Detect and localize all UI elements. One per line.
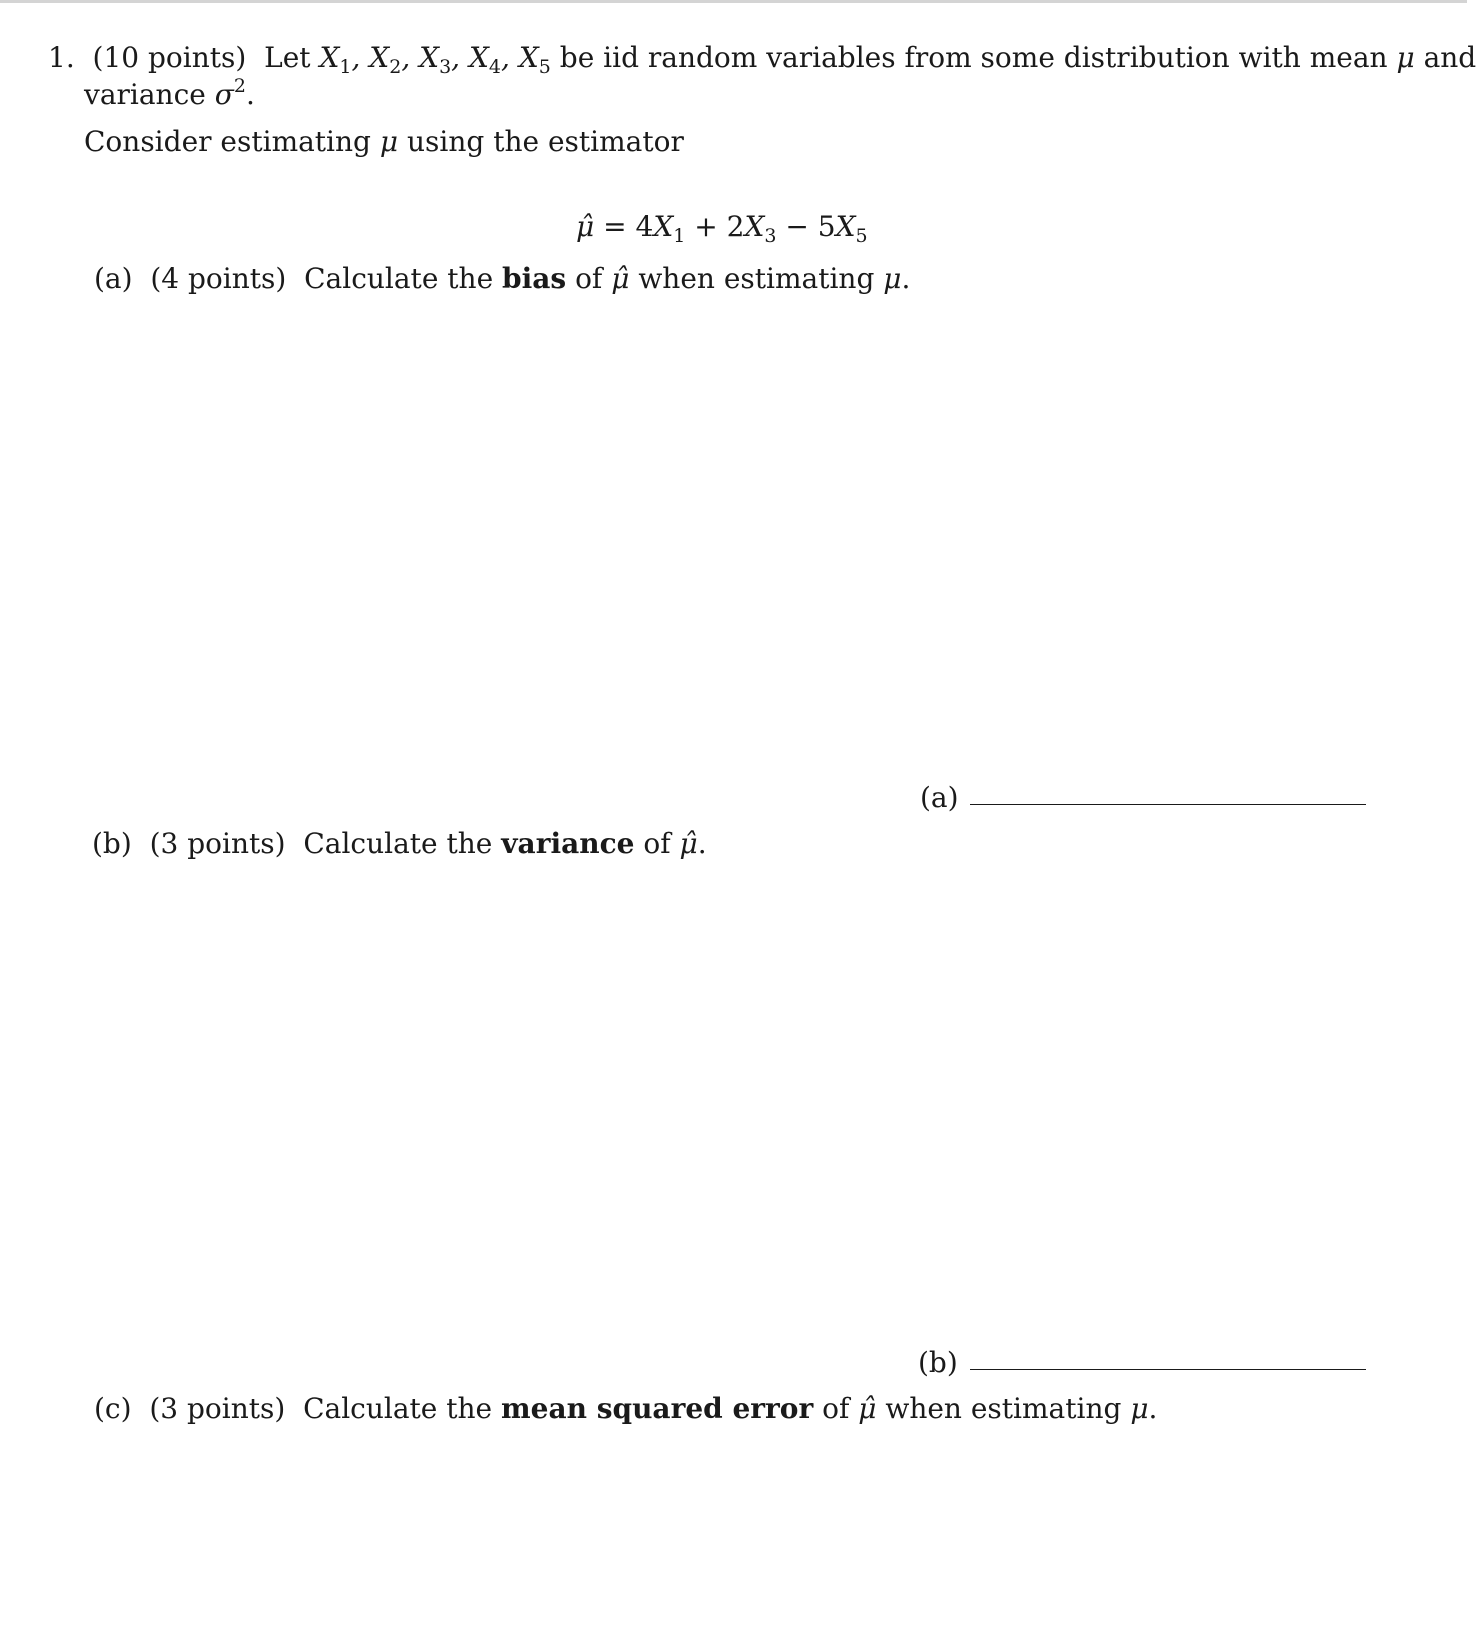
consider-text-a: Consider estimating [84,125,371,158]
part-a-muhat: μ̂ [611,262,630,295]
part-b-muhat: μ̂ [679,827,698,860]
part-c-pre: Calculate the [303,1392,493,1425]
consider-text-b: using the estimator [407,125,684,158]
answer-b-label: (b) [918,1346,958,1379]
part-b-label: (b) [92,827,132,860]
var-x4: $X_4$ [468,41,502,78]
operator-minus: − [785,210,809,243]
var-x1-subscript: 1 [339,56,352,78]
part-a-points: (4 points) [150,262,287,295]
question-stem-line-2 [84,75,255,112]
part-b-of: of [643,827,671,860]
mu-symbol: μ [1396,41,1415,74]
term-1-sub: 1 [673,225,686,247]
part-a-of: of [575,262,603,295]
consider-line [84,125,684,159]
var-x1: $X_1$ [319,41,352,78]
part-b-points: (3 points) [149,827,286,860]
var-x4-subscript: 4 [488,56,502,78]
term-2-var: X [744,210,765,243]
answer-a-blank[interactable] [970,804,1366,805]
part-a-prompt [94,262,910,296]
part-c-muhat: μ̂ [858,1392,877,1425]
part-a-mu: μ [883,262,902,295]
part-a-pre: Calculate the [304,262,494,295]
part-a-end: . [901,262,911,295]
part-b-prompt [92,827,707,861]
variance-word: variance [84,78,206,111]
answer-b-blank[interactable] [970,1369,1366,1370]
part-c-when: when estimating [885,1392,1122,1425]
part-c-keyword: mean squared error [501,1392,814,1425]
var-x2-subscript: 2 [389,56,402,78]
consider-mu: μ [379,125,399,158]
part-c-end: . [1148,1392,1158,1425]
sigma-exponent: 2 [233,75,246,97]
part-a-when: when estimating [638,262,875,295]
variable-list: $X_1$, $X_2$, $X_3$, $X_4$, $X_5$ [319,41,551,78]
sigma-symbol: σ [214,78,234,111]
intro-rest: be iid random variables from some distribution with mean [559,41,1388,74]
var-x5: $X_5$ [518,41,551,78]
part-b-pre: Calculate the [303,827,493,860]
intro-let: Let [264,41,311,74]
part-a-keyword: bias [502,262,567,295]
var-x3-subscript: 3 [439,56,452,78]
operator-plus: + [694,210,718,243]
var-x3: $X_3$ [419,41,452,78]
term-3-coef: 5 [817,210,836,243]
question-stem-line-1 [48,41,1476,78]
part-c-points: (3 points) [149,1392,286,1425]
term-3-var: X [835,210,856,243]
term-2-coef: 2 [726,210,745,243]
part-b-keyword: variance [501,827,635,860]
equation-equals: = [603,210,627,243]
equation-lhs: μ̂ [576,210,595,243]
question-number: 1. [48,41,75,74]
question-points: (10 points) [92,41,247,74]
stem-period: . [245,78,255,111]
page-top-border [0,0,1467,3]
part-c-prompt [94,1392,1157,1426]
part-c-mu: μ [1130,1392,1149,1425]
var-x2: $X_2$ [369,41,402,78]
term-1-var: X [653,210,674,243]
part-c-of: of [822,1392,850,1425]
part-b-end: . [697,827,707,860]
part-a-label: (a) [94,262,133,295]
term-2-sub: 3 [764,225,777,247]
term-1-coef: 4 [635,210,654,243]
and-word: and [1423,41,1476,74]
estimator-equation [576,210,868,247]
var-x5-subscript: 5 [538,56,551,78]
part-c-label: (c) [94,1392,132,1425]
answer-a-label: (a) [920,781,959,814]
term-3-sub: 5 [855,225,868,247]
